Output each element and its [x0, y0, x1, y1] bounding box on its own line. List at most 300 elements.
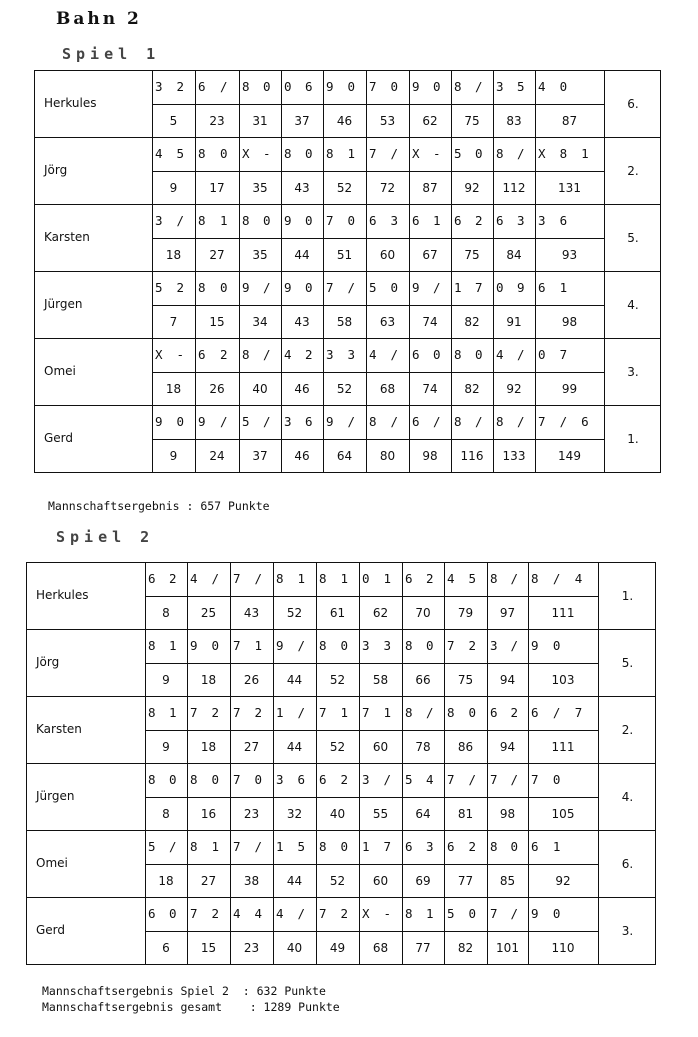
- frame-throw: 7: [369, 79, 377, 94]
- game-2-team-result: Mannschaftsergebnis Spiel 2 : 632 Punkte: [42, 984, 326, 998]
- grid-line: [655, 562, 656, 965]
- frame-score: 131: [558, 181, 581, 195]
- frame-throw: /: [169, 839, 177, 854]
- frame-score: 92: [555, 874, 571, 888]
- frame-throw: 1: [169, 705, 177, 720]
- frame-throw: 5: [176, 146, 185, 161]
- frame-throw: 5: [242, 414, 250, 429]
- frame-throw: 5: [148, 839, 156, 854]
- grid-line: [34, 70, 660, 71]
- frame-throw: /: [510, 571, 519, 586]
- frame-throw: 3: [276, 772, 284, 787]
- grid-line: [152, 238, 604, 239]
- frame-score: 105: [551, 807, 575, 821]
- frame-score: 91: [506, 315, 522, 329]
- frame-throw: 4: [369, 347, 377, 362]
- frame-score: 112: [502, 181, 526, 195]
- frame-throw: 8: [148, 638, 156, 653]
- frame-throw: 0: [305, 280, 313, 295]
- frame-throw: 0: [220, 280, 228, 295]
- frame-throw: /: [297, 906, 306, 921]
- frame-throw: 9: [531, 638, 539, 653]
- frame-throw: 7: [319, 705, 327, 720]
- frame-score: 53: [379, 114, 396, 128]
- frame-score: 35: [252, 248, 268, 262]
- frame-score: 26: [209, 382, 225, 396]
- player-name: Jörg: [44, 163, 68, 177]
- frame-score: 75: [457, 673, 474, 687]
- frame-throw: 3: [538, 213, 546, 228]
- frame-score: 55: [372, 807, 389, 821]
- frame-throw: /: [552, 705, 561, 720]
- frame-score: 18: [165, 248, 182, 262]
- frame-throw: 0: [538, 347, 546, 362]
- grid-line: [152, 372, 604, 373]
- frame-throw: 5: [468, 571, 477, 586]
- frame-throw: /: [383, 772, 392, 787]
- grid-line: [152, 439, 604, 440]
- frame-score: 52: [329, 740, 346, 754]
- frame-throw: X: [362, 906, 370, 921]
- frame-score: 34: [252, 315, 268, 329]
- frame-score: 75: [464, 248, 480, 262]
- frame-throw: 0: [468, 906, 477, 921]
- grid-line: [145, 596, 598, 597]
- frame-throw: 1: [297, 571, 306, 586]
- frame-throw: 6: [559, 213, 568, 228]
- frame-throw: 0: [426, 638, 434, 653]
- frame-score: 40: [329, 807, 346, 821]
- frame-throw: 2: [169, 571, 177, 586]
- frame-throw: 8: [454, 347, 462, 362]
- frame-throw: 0: [284, 79, 292, 94]
- grid-line: [34, 405, 660, 406]
- frame-score: 18: [158, 874, 174, 888]
- frame-score: 25: [200, 606, 217, 620]
- frame-throw: -: [383, 906, 392, 921]
- frame-throw: 8: [242, 347, 250, 362]
- frame-score: 23: [243, 941, 260, 955]
- frame-throw: X: [412, 146, 420, 161]
- frame-score: 16: [200, 807, 217, 821]
- frame-score: 82: [464, 315, 480, 329]
- frame-throw: 4: [447, 571, 455, 586]
- frame-throw: /: [176, 213, 185, 228]
- frame-throw: 2: [254, 705, 263, 720]
- frame-throw: 8: [284, 146, 292, 161]
- player-name: Jürgen: [36, 789, 75, 803]
- grid-line: [26, 830, 655, 831]
- frame-throw: 9: [155, 414, 163, 429]
- frame-score: 43: [243, 606, 260, 620]
- frame-throw: 0: [468, 705, 477, 720]
- frame-score: 15: [200, 941, 217, 955]
- player-name: Omei: [36, 856, 68, 870]
- frame-score: 27: [200, 874, 217, 888]
- frame-throw: 7: [447, 772, 455, 787]
- frame-throw: /: [390, 146, 399, 161]
- frame-throw: 8: [198, 280, 206, 295]
- frame-score: 7: [169, 315, 178, 329]
- frame-throw: 6: [297, 772, 306, 787]
- frame-throw: 1: [426, 906, 434, 921]
- grid-line: [145, 663, 598, 664]
- frame-throw: 2: [211, 705, 220, 720]
- frame-throw: 7: [531, 772, 539, 787]
- frame-score: 18: [200, 673, 217, 687]
- frame-throw: 1: [340, 705, 349, 720]
- frame-throw: 0: [340, 839, 349, 854]
- frame-score: 68: [372, 941, 389, 955]
- frame-throw: 8: [190, 772, 198, 787]
- frame-throw: /: [517, 347, 525, 362]
- player-name: Karsten: [36, 722, 82, 736]
- frame-throw: 9: [198, 414, 206, 429]
- frame-throw: 8: [242, 213, 250, 228]
- frame-throw: X: [155, 347, 163, 362]
- player-rank: 2.: [621, 723, 634, 737]
- player-rank: 1.: [627, 432, 639, 446]
- frame-score: 43: [294, 181, 310, 195]
- frame-score: 79: [457, 606, 474, 620]
- frame-throw: 8: [319, 839, 327, 854]
- frame-throw: /: [510, 772, 519, 787]
- frame-throw: 0: [305, 213, 313, 228]
- grid-line: [145, 864, 598, 865]
- frame-score: 37: [294, 114, 310, 128]
- frame-throw: 2: [176, 79, 185, 94]
- grid-line: [145, 797, 598, 798]
- frame-score: 31: [252, 114, 268, 128]
- frame-throw: 6: [405, 571, 413, 586]
- player-rank: 6.: [627, 97, 639, 111]
- frame-throw: 8: [490, 839, 498, 854]
- frame-throw: 0: [510, 839, 519, 854]
- frame-throw: /: [559, 414, 568, 429]
- frame-throw: 8: [319, 638, 327, 653]
- frame-throw: 8: [242, 79, 250, 94]
- frame-throw: 5: [369, 280, 377, 295]
- frame-throw: 7: [233, 571, 241, 586]
- frame-score: 87: [422, 181, 438, 195]
- frame-score: 40: [252, 382, 268, 396]
- player-name: Jörg: [36, 655, 60, 669]
- frame-score: 83: [506, 114, 522, 128]
- frame-score: 38: [243, 874, 260, 888]
- frame-throw: 8: [319, 571, 327, 586]
- page-title: Bahn 2: [56, 9, 142, 29]
- frame-score: 64: [415, 807, 431, 821]
- frame-throw: 6: [447, 839, 455, 854]
- frame-score: 68: [379, 382, 396, 396]
- frame-score: 37: [252, 449, 268, 463]
- frame-throw: 6: [412, 347, 420, 362]
- player-rank: 6.: [621, 857, 634, 871]
- frame-score: 110: [551, 941, 575, 955]
- frame-throw: 7: [326, 280, 334, 295]
- frame-throw: X: [538, 146, 546, 161]
- frame-throw: 1: [581, 146, 589, 161]
- frame-throw: 3: [426, 839, 434, 854]
- frame-throw: 6: [148, 571, 156, 586]
- frame-score: 103: [551, 673, 575, 687]
- grid-line: [26, 696, 655, 697]
- frame-score: 93: [561, 248, 578, 262]
- frame-throw: 0: [390, 79, 399, 94]
- frame-score: 64: [336, 449, 353, 463]
- frame-score: 18: [200, 740, 217, 754]
- frame-score: 86: [457, 740, 474, 754]
- player-rank: 3.: [621, 924, 634, 938]
- frame-throw: 1: [254, 638, 263, 653]
- frame-throw: 3: [490, 638, 498, 653]
- frame-throw: /: [390, 414, 399, 429]
- player-rank: 1.: [621, 589, 634, 603]
- frame-throw: 4: [254, 906, 263, 921]
- frame-score: 60: [372, 740, 389, 754]
- frame-score: 44: [286, 740, 303, 754]
- player-rank: 5.: [627, 231, 639, 245]
- frame-score: 27: [243, 740, 260, 754]
- frame-throw: 1: [383, 571, 392, 586]
- frame-throw: 3: [347, 347, 356, 362]
- grid-line: [34, 137, 660, 138]
- frame-score: 75: [464, 114, 480, 128]
- frame-score: 111: [551, 740, 575, 754]
- frame-throw: 8: [496, 146, 504, 161]
- frame-score: 97: [499, 606, 516, 620]
- frame-score: 149: [558, 449, 581, 463]
- frame-throw: 4: [155, 146, 163, 161]
- frame-throw: 6: [581, 414, 589, 429]
- player-name: Karsten: [44, 230, 90, 244]
- frame-throw: 2: [468, 839, 477, 854]
- frame-throw: 6: [412, 213, 420, 228]
- frame-throw: 8: [405, 705, 413, 720]
- frame-score: 101: [496, 941, 519, 955]
- grid-line: [26, 897, 655, 898]
- player-name: Herkules: [36, 588, 89, 602]
- frame-throw: 3: [326, 347, 334, 362]
- frame-score: 94: [499, 673, 516, 687]
- frame-throw: 0: [263, 213, 271, 228]
- player-rank: 3.: [627, 365, 639, 379]
- frame-throw: 7: [383, 839, 392, 854]
- frame-throw: 4: [426, 772, 434, 787]
- frame-throw: /: [263, 347, 271, 362]
- player-name: Gerd: [44, 431, 74, 445]
- frame-throw: 0: [176, 414, 185, 429]
- frame-score: 98: [422, 449, 438, 463]
- overall-team-result: Mannschaftsergebnis gesamt : 1289 Punkte: [42, 1000, 340, 1014]
- frame-score: 87: [561, 114, 578, 128]
- frame-score: 32: [286, 807, 303, 821]
- frame-throw: 0: [169, 772, 177, 787]
- frame-throw: 6: [148, 906, 156, 921]
- frame-throw: /: [468, 772, 477, 787]
- frame-throw: 0: [347, 213, 356, 228]
- frame-throw: 3: [155, 213, 163, 228]
- frame-score: 9: [162, 673, 170, 687]
- frame-throw: /: [475, 79, 483, 94]
- frame-throw: /: [552, 571, 561, 586]
- frame-throw: 6: [369, 213, 377, 228]
- frame-throw: 8: [369, 414, 377, 429]
- frame-throw: 5: [405, 772, 413, 787]
- frame-score: 62: [422, 114, 438, 128]
- frame-throw: 1: [169, 638, 177, 653]
- grid-line: [26, 562, 655, 563]
- frame-throw: 2: [468, 638, 477, 653]
- frame-score: 8: [162, 807, 170, 821]
- frame-throw: 3: [390, 213, 399, 228]
- frame-throw: 4: [190, 571, 198, 586]
- frame-throw: 2: [176, 280, 185, 295]
- frame-throw: 1: [454, 280, 462, 295]
- frame-throw: 7: [362, 705, 370, 720]
- grid-line: [26, 763, 655, 764]
- frame-score: 24: [209, 449, 225, 463]
- frame-throw: 6: [454, 213, 462, 228]
- frame-score: 63: [379, 315, 396, 329]
- frame-throw: 7: [190, 705, 198, 720]
- frame-score: 58: [336, 315, 353, 329]
- frame-score: 74: [422, 382, 438, 396]
- frame-throw: 8: [559, 146, 568, 161]
- frame-throw: 6: [305, 79, 313, 94]
- frame-score: 77: [415, 941, 431, 955]
- frame-throw: 0: [362, 571, 370, 586]
- frame-throw: 3: [496, 79, 504, 94]
- grid-line: [145, 730, 598, 731]
- frame-throw: 6: [198, 347, 206, 362]
- frame-score: 23: [209, 114, 225, 128]
- frame-score: 80: [379, 449, 396, 463]
- game-1-team-result: Mannschaftsergebnis : 657 Punkte: [48, 499, 270, 513]
- frame-throw: 0: [433, 347, 441, 362]
- frame-throw: 9: [326, 414, 334, 429]
- frame-throw: 0: [340, 638, 349, 653]
- frame-score: 77: [457, 874, 474, 888]
- player-name: Gerd: [36, 923, 66, 937]
- frame-throw: 7: [559, 347, 568, 362]
- frame-score: 92: [506, 382, 522, 396]
- frame-score: 51: [336, 248, 353, 262]
- frame-throw: 7: [369, 146, 377, 161]
- frame-score: 44: [286, 874, 303, 888]
- frame-score: 92: [464, 181, 480, 195]
- frame-throw: 8: [531, 571, 539, 586]
- frame-throw: 2: [340, 772, 349, 787]
- frame-throw: 8: [148, 705, 156, 720]
- frame-throw: 5: [155, 280, 163, 295]
- frame-throw: 8: [496, 414, 504, 429]
- frame-throw: 7: [233, 705, 241, 720]
- frame-score: 17: [209, 181, 225, 195]
- frame-throw: 3: [383, 638, 392, 653]
- frame-throw: /: [263, 280, 271, 295]
- frame-throw: 8: [326, 146, 334, 161]
- frame-throw: /: [517, 146, 525, 161]
- frame-throw: 8: [454, 79, 462, 94]
- grid-line: [34, 472, 660, 473]
- frame-score: 69: [415, 874, 431, 888]
- frame-score: 84: [506, 248, 522, 262]
- frame-throw: 3: [362, 772, 370, 787]
- frame-score: 78: [415, 740, 431, 754]
- frame-throw: 2: [426, 571, 434, 586]
- frame-score: 82: [464, 382, 480, 396]
- grid-line: [34, 204, 660, 205]
- player-name: Jürgen: [44, 297, 83, 311]
- frame-throw: 0: [475, 146, 483, 161]
- frame-throw: 9: [284, 280, 292, 295]
- frame-throw: 2: [211, 906, 220, 921]
- frame-score: 66: [415, 673, 431, 687]
- frame-throw: /: [517, 414, 525, 429]
- frame-throw: 0: [559, 79, 568, 94]
- frame-score: 52: [329, 874, 346, 888]
- frame-throw: 4: [276, 906, 284, 921]
- grid-line: [26, 629, 655, 630]
- frame-throw: /: [433, 280, 441, 295]
- frame-throw: 1: [383, 705, 392, 720]
- frame-throw: 0: [263, 79, 271, 94]
- frame-throw: 0: [347, 79, 356, 94]
- frame-throw: 7: [447, 638, 455, 653]
- frame-throw: /: [297, 638, 306, 653]
- frame-throw: -: [176, 347, 185, 362]
- frame-throw: 0: [475, 347, 483, 362]
- game-1-label: Spiel 1: [62, 45, 161, 63]
- frame-score: 9: [169, 181, 178, 195]
- frame-throw: 8: [405, 638, 413, 653]
- frame-throw: 1: [276, 839, 284, 854]
- frame-throw: 6: [412, 414, 420, 429]
- frame-throw: /: [297, 705, 306, 720]
- frame-throw: 0: [552, 772, 561, 787]
- frame-throw: 1: [433, 213, 441, 228]
- frame-score: 58: [372, 673, 389, 687]
- frame-score: 5: [169, 114, 178, 128]
- frame-throw: 1: [347, 146, 356, 161]
- frame-throw: 7: [326, 213, 334, 228]
- frame-throw: 9: [517, 280, 525, 295]
- frame-throw: 2: [305, 347, 313, 362]
- frame-throw: 5: [454, 146, 462, 161]
- frame-score: 43: [294, 315, 310, 329]
- frame-throw: 6: [490, 705, 498, 720]
- frame-throw: /: [390, 347, 399, 362]
- frame-throw: 5: [297, 839, 306, 854]
- grid-line: [152, 305, 604, 306]
- frame-score: 9: [169, 449, 178, 463]
- frame-score: 116: [460, 449, 484, 463]
- frame-score: 52: [336, 181, 353, 195]
- frame-score: 67: [422, 248, 438, 262]
- frame-throw: 4: [233, 906, 241, 921]
- frame-score: 52: [286, 606, 303, 620]
- grid-line: [660, 70, 661, 473]
- frame-throw: 7: [233, 772, 241, 787]
- frame-throw: 8: [198, 213, 206, 228]
- frame-throw: 7: [475, 280, 483, 295]
- frame-throw: 8: [148, 772, 156, 787]
- frame-score: 40: [286, 941, 303, 955]
- frame-throw: 1: [340, 571, 349, 586]
- frame-throw: 9: [242, 280, 250, 295]
- frame-throw: 9: [276, 638, 284, 653]
